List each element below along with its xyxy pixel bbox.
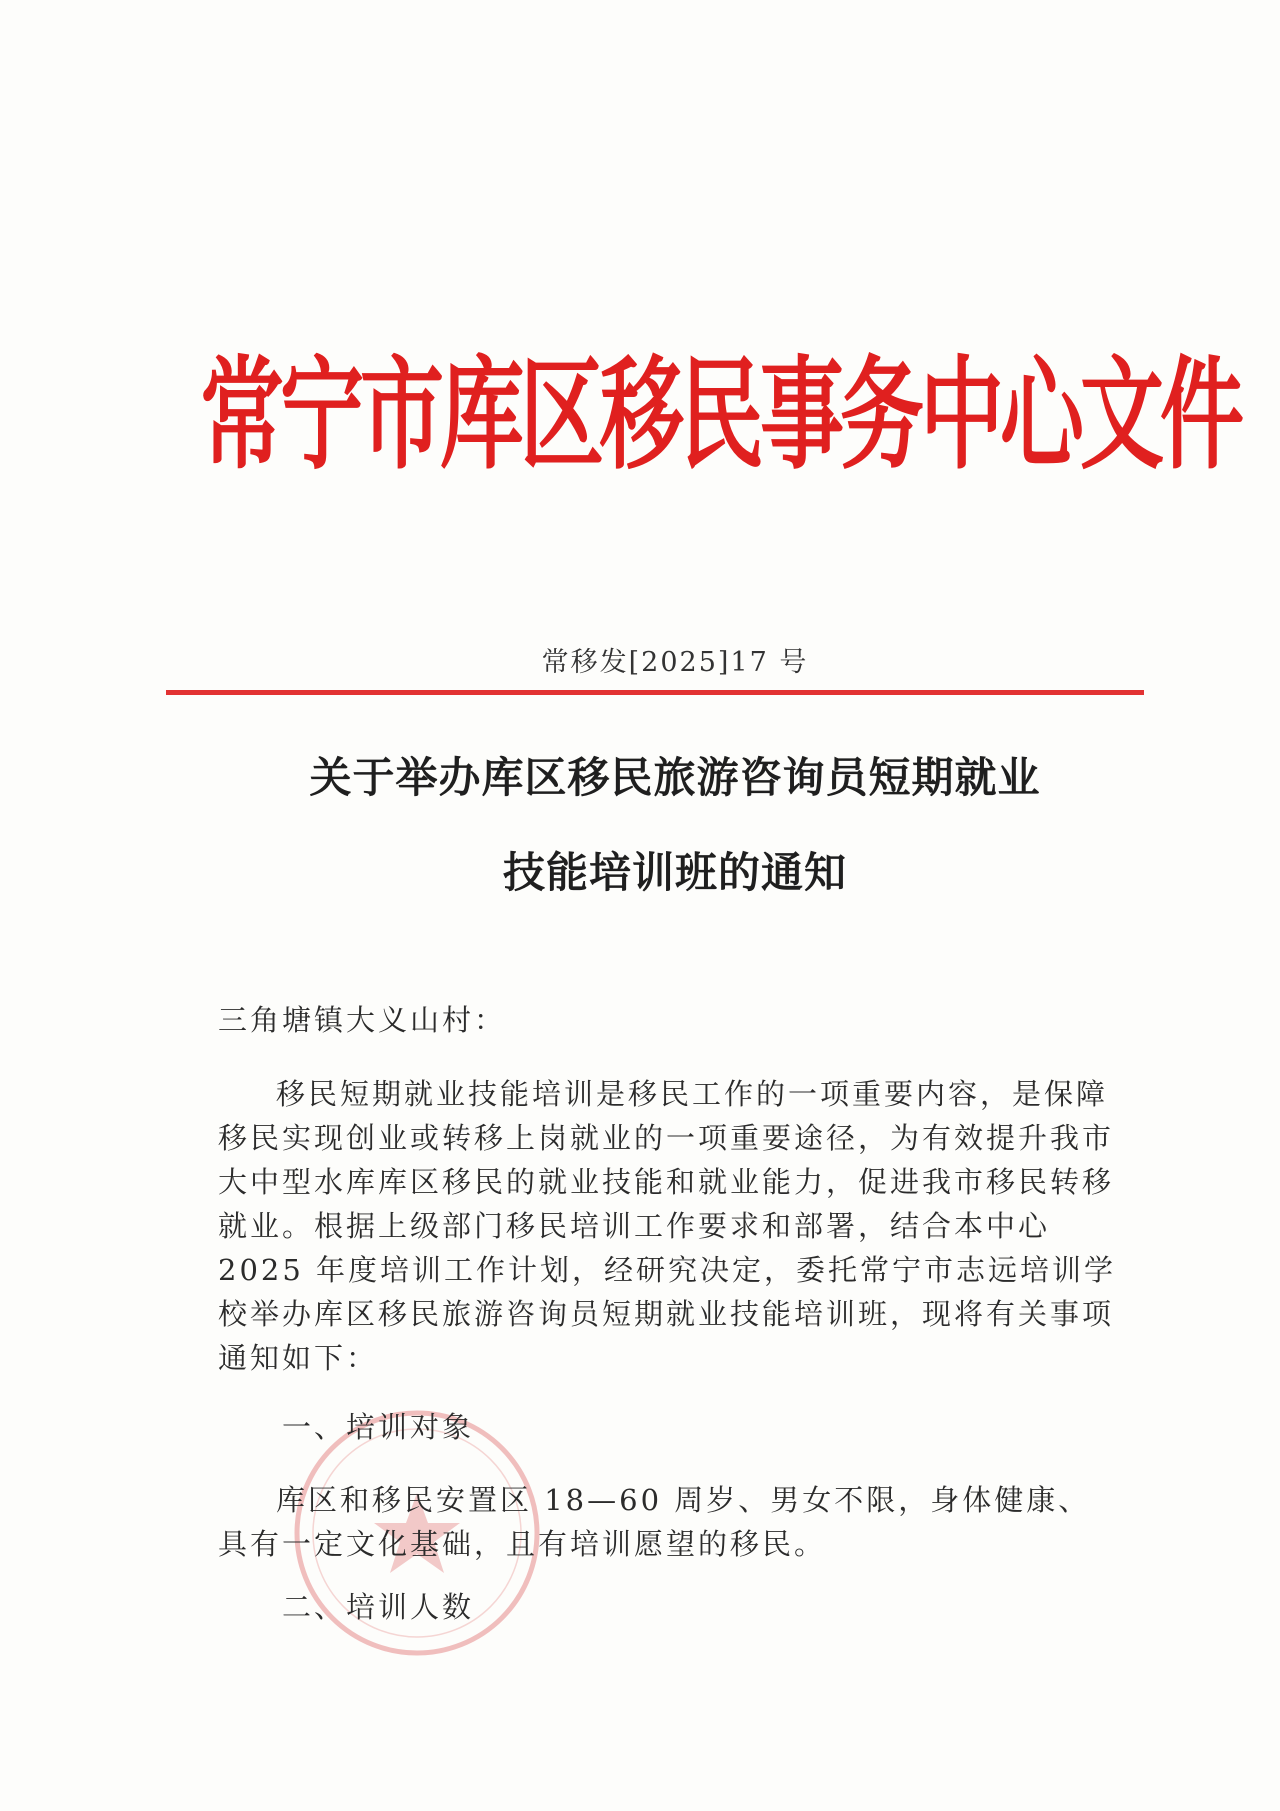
red-divider-line	[166, 690, 1144, 695]
body-paragraph-1: 移民短期就业技能培训是移民工作的一项重要内容，是保障移民实现创业或转移上岗就业的一项重要途径，为有效提升我市大中型水库库区移民的就业技能和就业能力，促进我市移民转移就业。根据上级部门移民培训工作要求和部署，结合本中心 2025 年度培训工作计划，经研究决定，委托常宁市志远培训学校举办库区移民旅游咨询员短期就业技能培训班，现将有关事项通知如下：	[218, 1077, 1117, 1375]
section-1-text: 库区和移民安置区 18—60 周岁、男女不限，身体健康、具有一定文化基础，且有培训愿望的移民。	[218, 1483, 1091, 1561]
document-number: 常移发[2025]17 号	[541, 647, 809, 678]
document-header-title: 常宁市库区移民事务中心文件	[200, 344, 1241, 487]
section-1-heading: 一、培训对象	[282, 1410, 475, 1444]
section-2-heading: 二、培训人数	[282, 1590, 475, 1624]
notice-title-line-1: 关于举办库区移民旅游咨询员短期就业	[309, 753, 1041, 802]
notice-title-line-2: 技能培训班的通知	[502, 848, 847, 897]
recipient: 三角塘镇大义山村：	[218, 1003, 507, 1037]
